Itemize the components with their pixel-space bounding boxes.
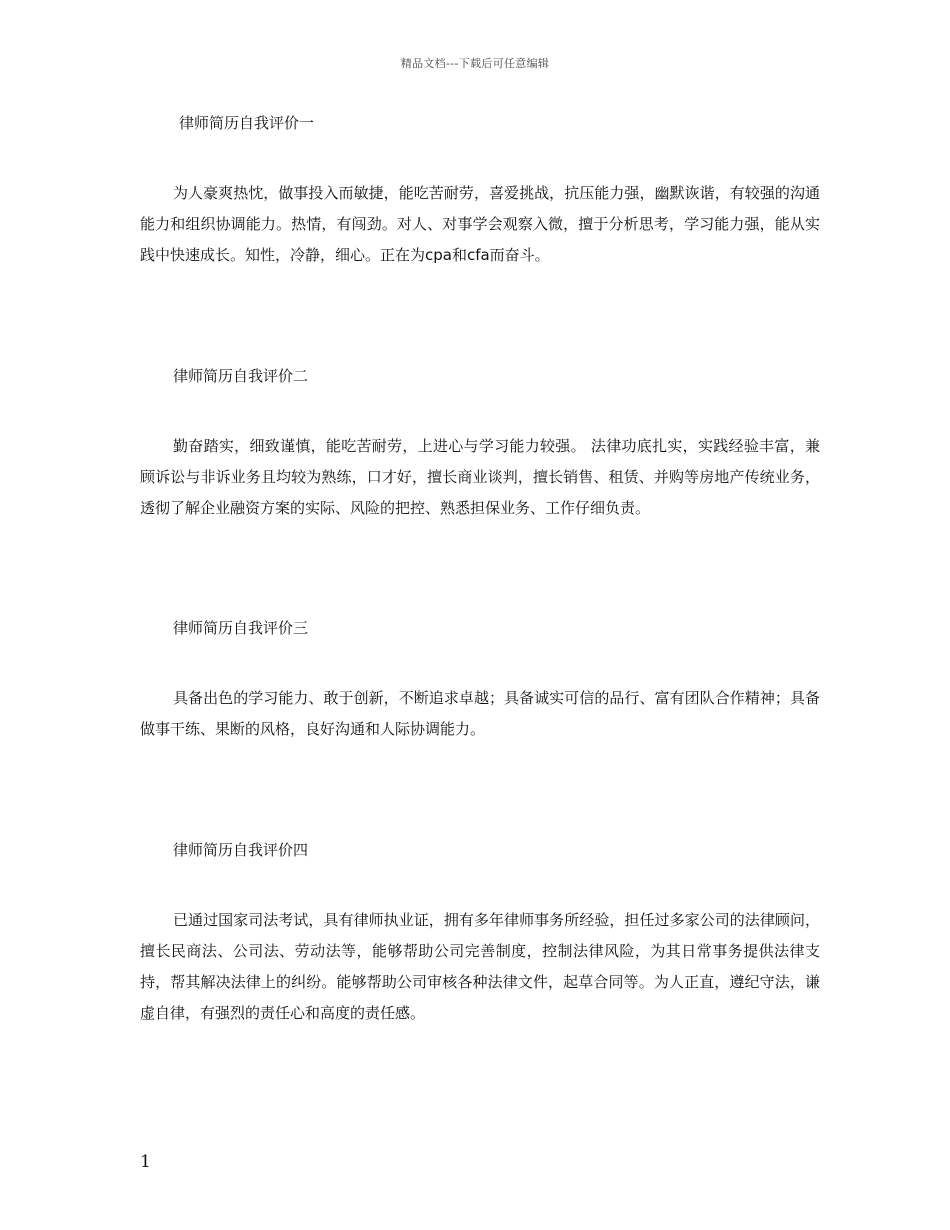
section-paragraph: 具备出色的学习能力、敢于创新，不断追求卓越；具备诚实可信的品行、富有团队合作精神；具备做事干练、果断的风格，良好沟通和人际协调能力。 [140, 689, 820, 738]
section-self-evaluation-1 [140, 113, 820, 271]
section-self-evaluation-3 [140, 618, 820, 745]
page-number: 1 [140, 1152, 151, 1172]
section-paragraph: 为人豪爽热忱，做事投入而敏捷，能吃苦耐劳，喜爱挑战，抗压能力强，幽默诙谐，有较强的沟通能力和组织协调能力。热情，有闯劲。对人、对事学会观察入微，擅于分析思考，学习能力强，能从实践中快速成长。知性，冷静，细心。正在为cpa和cfa而奋斗。 [140, 184, 820, 264]
section-paragraph: 勤奋踏实，细致谨慎，能吃苦耐劳，上进心与学习能力较强。 法律功底扎实，实践经验丰富，兼顾诉讼与非诉业务且均较为熟练，口才好，擅长商业谈判，擅长销售、租赁、并购等房地产传统业务，透彻了解企业融资方案的实际、风险的把控、熟悉担保业务、工作仔细负责。 [140, 437, 820, 517]
section-title: 律师简历自我评价一 [179, 114, 315, 132]
section-title: 律师简历自我评价四 [173, 841, 309, 859]
section-paragraph: 已通过国家司法考试，具有律师执业证，拥有多年律师事务所经验，担任过多家公司的法律顾问，擅长民商法、公司法、劳动法等，能够帮助公司完善制度，控制法律风险，为其日常事务提供法律支持，帮其解决法律上的纠纷。能够帮助公司审核各种法律文件，起草合同等。为人正直，遵纪守法，谦虚自律，有强烈的责任心和高度的责任感。 [140, 911, 820, 1022]
section-title: 律师简历自我评价二 [173, 367, 309, 385]
section-self-evaluation-2 [140, 366, 820, 524]
page-header: 精品文档---下载后可任意编辑 [400, 57, 550, 70]
section-title: 律师简历自我评价三 [173, 619, 309, 637]
section-self-evaluation-4 [140, 840, 820, 1029]
